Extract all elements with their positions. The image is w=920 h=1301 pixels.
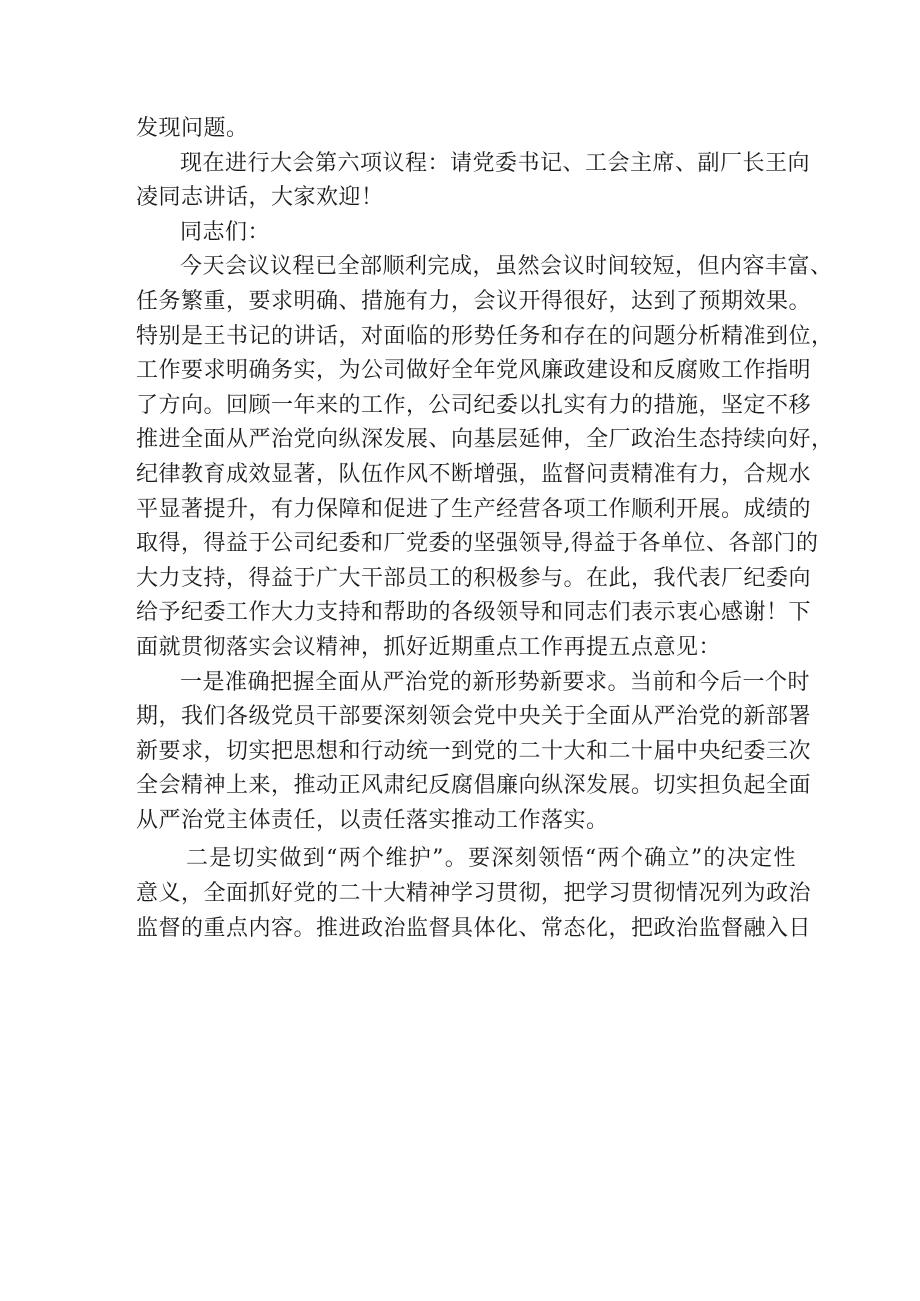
text-line: 监督的重点内容。推进政治监督具体化、常态化，把政治监督融入日	[136, 915, 812, 941]
text-line: 大力支持，得益于广大干部员工的积极参与。在此，我代表厂纪委向	[136, 565, 812, 591]
document-body	[136, 112, 834, 946]
text-line: 一是准确把握全面从严治党的新形势新要求。当前和今后一个时	[180, 669, 811, 695]
text-line: 了方向。回顾一年来的工作，公司纪委以扎实有力的措施，坚定不移	[136, 392, 812, 418]
text-line: 期，我们各级党员干部要深刻领会党中央关于全面从严治党的新部署	[136, 704, 812, 730]
paragraph	[136, 666, 812, 839]
text-line: 全会精神上来，推动正风肃纪反腐倡廉向纵深发展。切实担负起全面	[136, 773, 812, 799]
text-line: 给予纪委工作大力支持和帮助的各级领导和同志们表示衷心感谢！下	[136, 600, 812, 626]
text-line: 二是切实做到“两个维护”。要深刻领悟“两个确立”的决定性	[186, 846, 796, 872]
text-line: 推进全面从严治党向纵深发展、向基层延伸，全厂政治生态持续向好，	[136, 427, 834, 453]
paragraph	[136, 216, 796, 251]
paragraph	[136, 842, 812, 946]
text-line: 任务繁重，要求明确、措施有力，会议开得很好，达到了预期效果。	[136, 288, 812, 314]
text-line: 现在进行大会第六项议程：请党委书记、工会主席、副厂长王向	[180, 150, 811, 176]
text-line: 工作要求明确务实，为公司做好全年党风廉政建设和反腐败工作指明	[136, 358, 812, 384]
text-line: 从严治党主体责任，以责任落实推动工作落实。	[136, 807, 609, 833]
text-line: 面就贯彻落实会议精神，抓好近期重点工作再提五点意见：	[136, 634, 722, 660]
text-line: 同志们：	[180, 219, 271, 245]
text-line: 意义，全面抓好党的二十大精神学习贯彻，把学习贯彻情况列为政治	[136, 881, 812, 907]
text-line: 今天会议议程已全部顺利完成，虽然会议时间较短，但内容丰富、	[180, 254, 833, 280]
paragraph	[136, 250, 834, 665]
text-line: 平显著提升，有力保障和促进了生产经营各项工作顺利开展。成绩的	[136, 496, 812, 522]
text-line: 凌同志讲话，大家欢迎！	[136, 185, 384, 211]
text-line: 纪律教育成效显著，队伍作风不断增强，监督问责精准有力，合规水	[136, 461, 812, 487]
paragraph	[136, 112, 796, 147]
text-line: 特别是王书记的讲话，对面临的形势任务和存在的问题分析精准到位，	[136, 323, 834, 349]
text-line: 新要求，切实把思想和行动统一到党的二十大和二十届中央纪委三次	[136, 738, 812, 764]
text-line: 取得，得益于公司纪委和厂党委的坚强领导,得益于各单位、各部门的	[136, 531, 819, 557]
paragraph	[136, 147, 811, 216]
text-line: 发现问题。	[136, 116, 249, 141]
